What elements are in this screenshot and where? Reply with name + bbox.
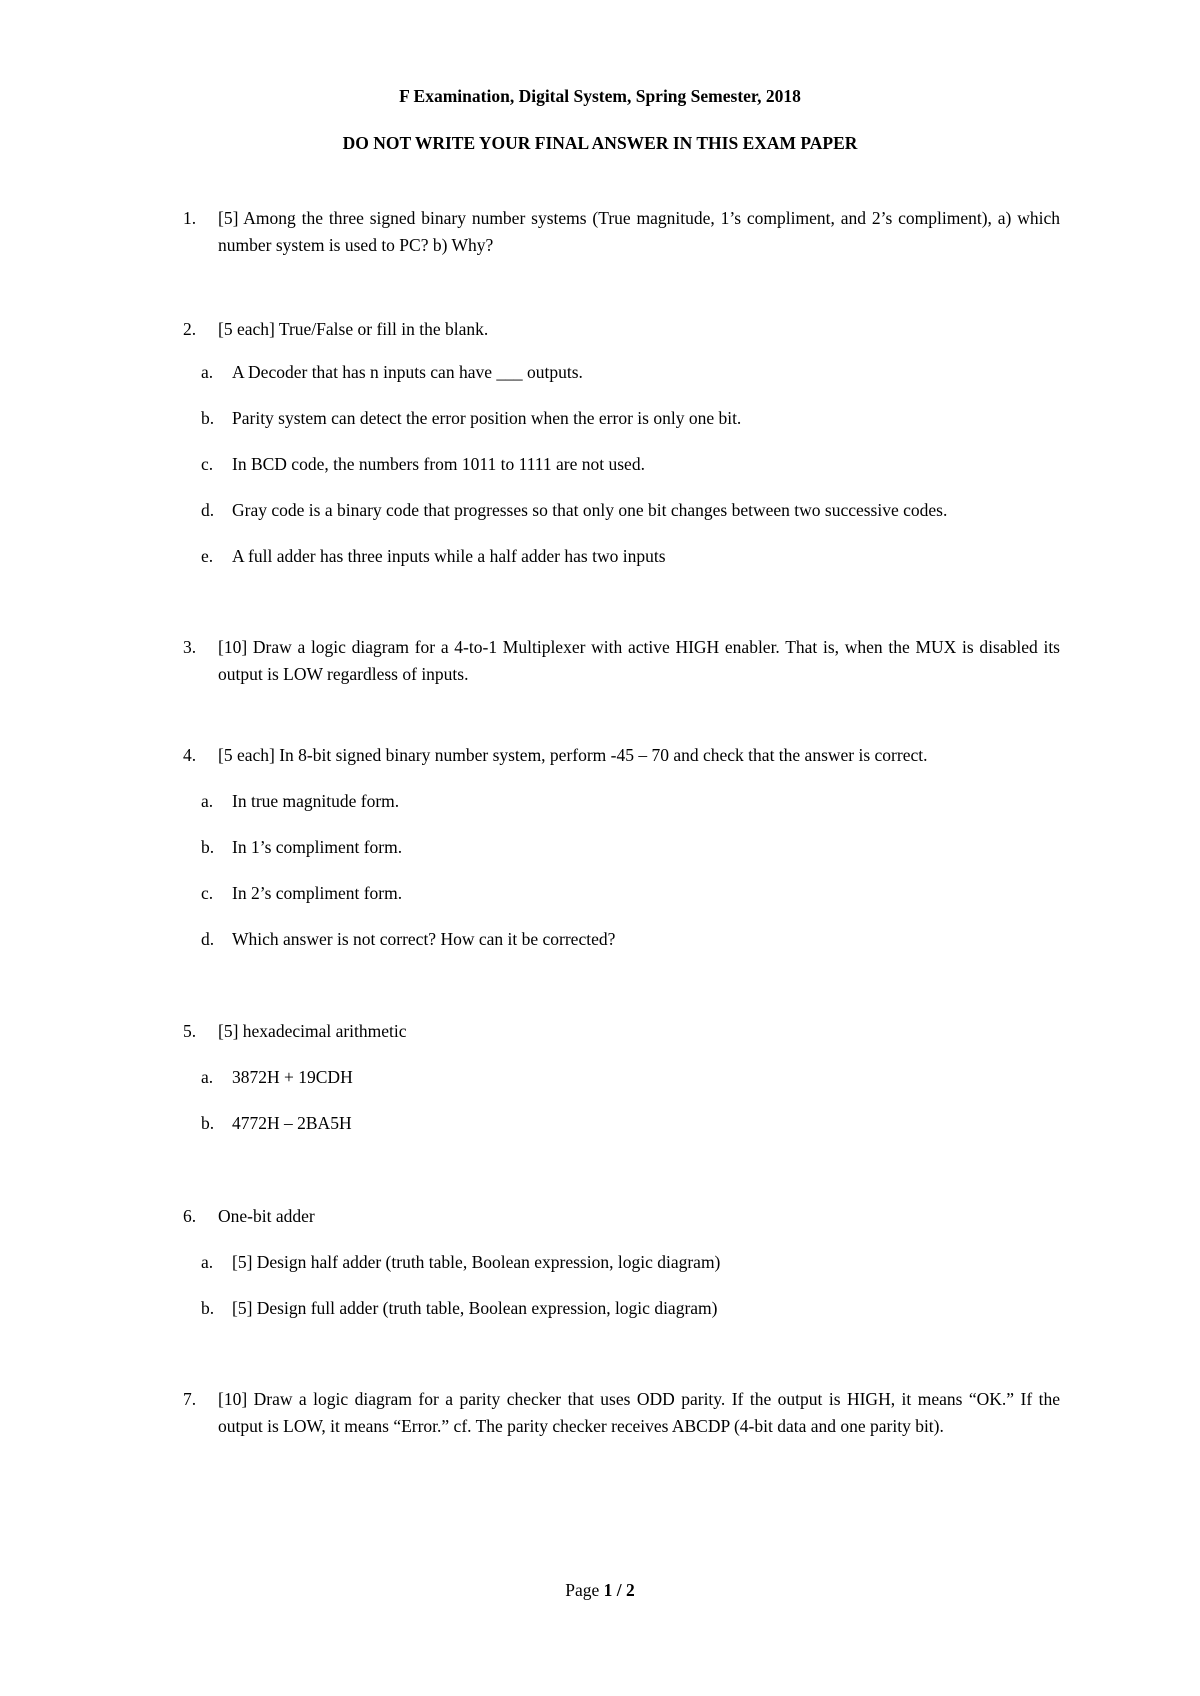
sub-item-text: 4772H – 2BA5H bbox=[232, 1113, 352, 1133]
sub-item-letter: a. bbox=[201, 1252, 214, 1272]
question-number: 6. bbox=[183, 1206, 197, 1226]
question-text: [5 each] In 8-bit signed binary number system, perform -45 – 70 and check that the answer is correct. bbox=[218, 745, 928, 765]
question-text: [5] hexadecimal arithmetic bbox=[218, 1021, 407, 1041]
sub-item-text: [5] Design full adder (truth table, Boolean expression, logic diagram) bbox=[232, 1298, 718, 1318]
sub-item-text: Gray code is a binary code that progresses so that only one bit changes between two successive codes. bbox=[232, 500, 948, 520]
question-text: [5] Among the three signed binary number systems (True magnitude, 1’s compliment, and 2’s compliment), a) which number system is used to PC? b) Why? bbox=[218, 208, 1060, 255]
question-text: [10] Draw a logic diagram for a parity checker that uses ODD parity. If the output is HIGH, it means “OK.” If the output is LOW, it means “Error.” cf. The parity checker receives ABCDP (4-bit data and one parity bit). bbox=[218, 1389, 1060, 1436]
sub-item-letter: c. bbox=[201, 883, 214, 903]
sub-item-letter: b. bbox=[201, 1113, 215, 1133]
page-number bbox=[0, 1580, 1200, 1601]
question-number: 5. bbox=[183, 1021, 197, 1041]
question-text: One-bit adder bbox=[218, 1206, 315, 1226]
sub-item-letter: d. bbox=[201, 929, 215, 949]
page-current: 1 bbox=[603, 1580, 613, 1600]
sub-item-text: In 2’s compliment form. bbox=[232, 883, 403, 903]
sub-item-text: In true magnitude form. bbox=[232, 791, 400, 811]
question-number: 4. bbox=[183, 745, 197, 765]
sub-item-letter: d. bbox=[201, 500, 215, 520]
question-number: 3. bbox=[183, 637, 197, 657]
sub-item-text: [5] Design half adder (truth table, Boolean expression, logic diagram) bbox=[232, 1252, 721, 1272]
sub-item-text: Parity system can detect the error position when the error is only one bit. bbox=[232, 408, 742, 428]
sub-item-letter: a. bbox=[201, 362, 214, 382]
question-text: [10] Draw a logic diagram for a 4-to-1 Multiplexer with active HIGH enabler. That is, when the MUX is disabled its output is LOW regardless of inputs. bbox=[218, 637, 1060, 684]
sub-item-text: A Decoder that has n inputs can have ___ outputs. bbox=[232, 362, 583, 382]
exam-warning: DO NOT WRITE YOUR FINAL ANSWER IN THIS EXAM PAPER bbox=[342, 133, 858, 153]
sub-item-letter: b. bbox=[201, 408, 215, 428]
question-number: 1. bbox=[183, 208, 197, 228]
sub-item-letter: b. bbox=[201, 837, 215, 857]
question-number: 7. bbox=[183, 1389, 197, 1409]
page-label: Page bbox=[565, 1580, 600, 1600]
question-number: 2. bbox=[183, 319, 197, 339]
sub-item-letter: c. bbox=[201, 454, 214, 474]
sub-item-letter: a. bbox=[201, 791, 214, 811]
page-separator: / bbox=[616, 1580, 622, 1600]
sub-item-letter: e. bbox=[201, 546, 214, 566]
sub-item-text: In 1’s compliment form. bbox=[232, 837, 403, 857]
sub-item-text: Which answer is not correct? How can it be corrected? bbox=[232, 929, 616, 949]
sub-item-letter: b. bbox=[201, 1298, 215, 1318]
sub-item-text: In BCD code, the numbers from 1011 to 1111 are not used. bbox=[232, 454, 645, 474]
sub-item-text: A full adder has three inputs while a half adder has two inputs bbox=[232, 546, 666, 566]
question-text: [5 each] True/False or fill in the blank. bbox=[218, 319, 489, 339]
sub-item-text: 3872H + 19CDH bbox=[232, 1067, 353, 1087]
page-total: 2 bbox=[626, 1580, 635, 1600]
exam-title: F Examination, Digital System, Spring Semester, 2018 bbox=[399, 86, 801, 106]
sub-item-letter: a. bbox=[201, 1067, 214, 1087]
